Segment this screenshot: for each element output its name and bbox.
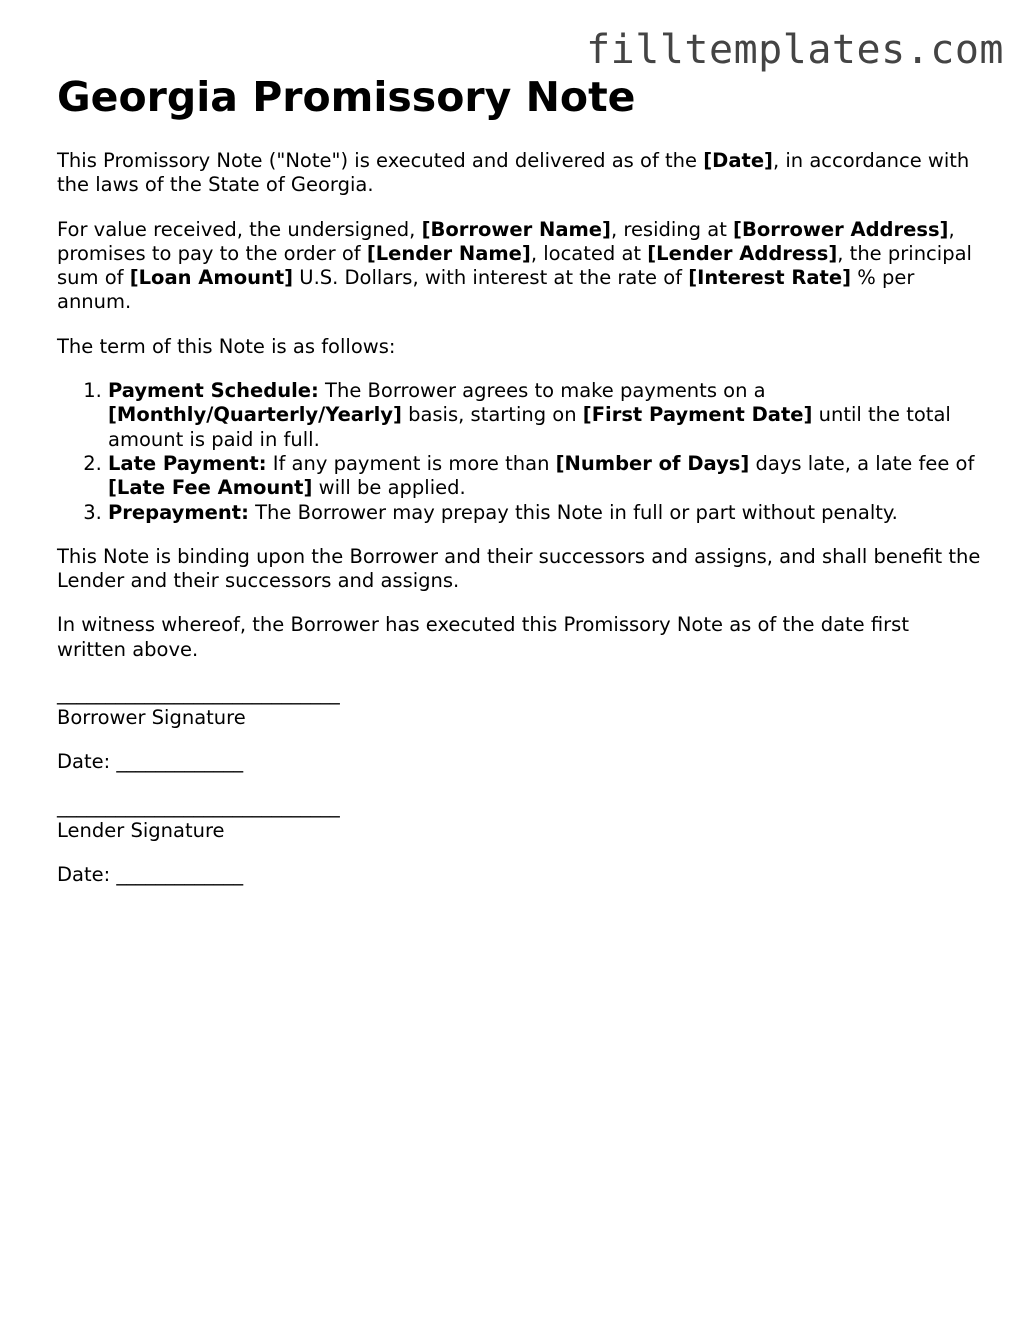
term-label: Payment Schedule:: [108, 379, 319, 403]
binding-paragraph: This Note is binding upon the Borrower and their successors and assigns, and shall benefit the Lender and their successors and assigns.: [57, 544, 981, 593]
payment-frequency-field: [Monthly/Quarterly/Yearly]: [108, 403, 402, 427]
intro-text-2: , in accordance with the laws of the State of Georgia.: [57, 149, 970, 197]
borrower-signature-label: Borrower Signature: [57, 706, 246, 730]
value-text-6: U.S. Dollars, with interest at the rate of: [293, 266, 689, 290]
list-item: [108, 379, 982, 452]
intro-paragraph: [57, 149, 982, 198]
date-label: Date:: [57, 750, 117, 774]
lender-name-field: [Lender Name]: [366, 241, 531, 265]
lender-signature-block: [57, 795, 982, 888]
value-text-2: , residing at: [610, 217, 734, 241]
borrower-signature-block: [57, 682, 982, 775]
value-paragraph: [57, 218, 982, 315]
term-intro: The term of this Note is as follows:: [57, 334, 396, 358]
list-item: [108, 452, 982, 501]
loan-amount-field: [Loan Amount]: [129, 266, 294, 290]
value-text-5: , the principal sum of: [57, 241, 972, 290]
terms-list: [57, 379, 982, 525]
term-text: until the total amount is paid in full.: [108, 403, 951, 451]
borrower-date-row: [57, 750, 982, 774]
value-text-1: For value received, the undersigned,: [57, 217, 422, 241]
term-text: If any payment is more than: [266, 451, 556, 475]
document-title: Georgia Promissory Note: [57, 73, 636, 121]
term-label: Late Payment:: [108, 451, 267, 475]
term-text: basis, starting on: [401, 403, 583, 427]
first-payment-date-field: [First Payment Date]: [582, 403, 813, 427]
late-fee-amount-field: [Late Fee Amount]: [108, 476, 313, 500]
interest-rate-field: [Interest Rate]: [688, 266, 852, 290]
list-item: [108, 501, 982, 525]
lender-signature-label: Lender Signature: [57, 818, 225, 842]
value-text-3: , promises to pay to the order of: [57, 217, 955, 265]
term-text: The Borrower may prepay this Note in full or part without penalty.: [248, 500, 898, 524]
lender-date-row: [57, 863, 982, 887]
date-field: [Date]: [703, 149, 773, 172]
lender-signature-line: _____________________________: [57, 794, 340, 818]
term-text: days late, a late fee of: [749, 451, 975, 475]
borrower-name-field: [Borrower Name]: [421, 217, 611, 241]
date-line: _____________: [116, 862, 244, 886]
witness-paragraph: In witness whereof, the Borrower has executed this Promissory Note as of the date first written above.: [57, 613, 909, 661]
borrower-address-field: [Borrower Address]: [733, 217, 949, 241]
date-label: Date:: [57, 862, 117, 886]
term-text: The Borrower agrees to make payments on a: [318, 379, 766, 403]
value-text-4: , located at: [530, 241, 648, 265]
borrower-signature-line: _____________________________: [57, 682, 340, 706]
intro-text-1: This Promissory Note ("Note") is executed and delivered as of the: [57, 149, 704, 172]
lender-address-field: [Lender Address]: [647, 241, 838, 265]
watermark: filltemplates.com: [586, 27, 1004, 73]
number-of-days-field: [Number of Days]: [555, 451, 750, 475]
term-text: will be applied.: [312, 476, 466, 500]
value-text-7: % per annum.: [57, 266, 915, 314]
document: [57, 72, 982, 887]
date-line: _____________: [116, 750, 244, 774]
term-label: Prepayment:: [108, 500, 249, 524]
